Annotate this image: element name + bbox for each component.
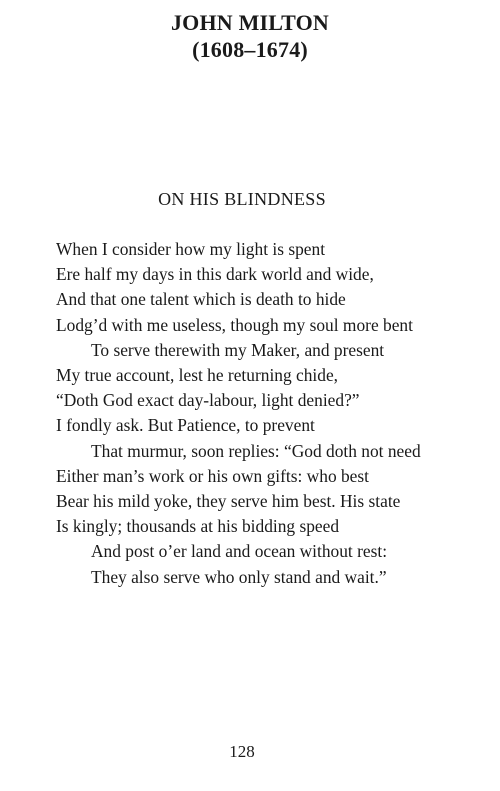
poem-line: Ere half my days in this dark world and wide, bbox=[56, 264, 374, 285]
poem-title: ON HIS BLINDNESS bbox=[158, 189, 326, 209]
poem-line: They also serve who only stand and wait.” bbox=[91, 566, 387, 587]
page-number: 128 bbox=[229, 742, 255, 761]
poem-line: When I consider how my light is spent bbox=[56, 239, 326, 259]
author-name: JOHN MILTON bbox=[170, 10, 330, 35]
author-header bbox=[0, 9, 500, 63]
poem-line: “Doth God exact day-labour, light denied?” bbox=[56, 390, 360, 411]
poem-line: And post o’er land and ocean without rest: bbox=[91, 541, 388, 562]
poem-line: To serve therewith my Maker, and present bbox=[91, 339, 385, 360]
poem-line: Bear his mild yoke, they serve him best. His state bbox=[56, 491, 401, 512]
poem-line: Lodg’d with me useless, though my soul more bent bbox=[56, 314, 413, 335]
poem-line: My true account, lest he returning chide, bbox=[56, 365, 339, 386]
poem-line: That murmur, soon replies: “God doth not need bbox=[91, 440, 421, 461]
poem-line: Is kingly; thousands at his bidding speed bbox=[56, 516, 340, 537]
poem-body bbox=[56, 237, 496, 590]
poem-line: I fondly ask. But Patience, to prevent bbox=[56, 415, 315, 436]
poem-line: And that one talent which is death to hide bbox=[56, 289, 346, 310]
author-dates: (1608–1674) bbox=[192, 37, 308, 62]
poem-line: Either man’s work or his own gifts: who best bbox=[56, 465, 369, 486]
